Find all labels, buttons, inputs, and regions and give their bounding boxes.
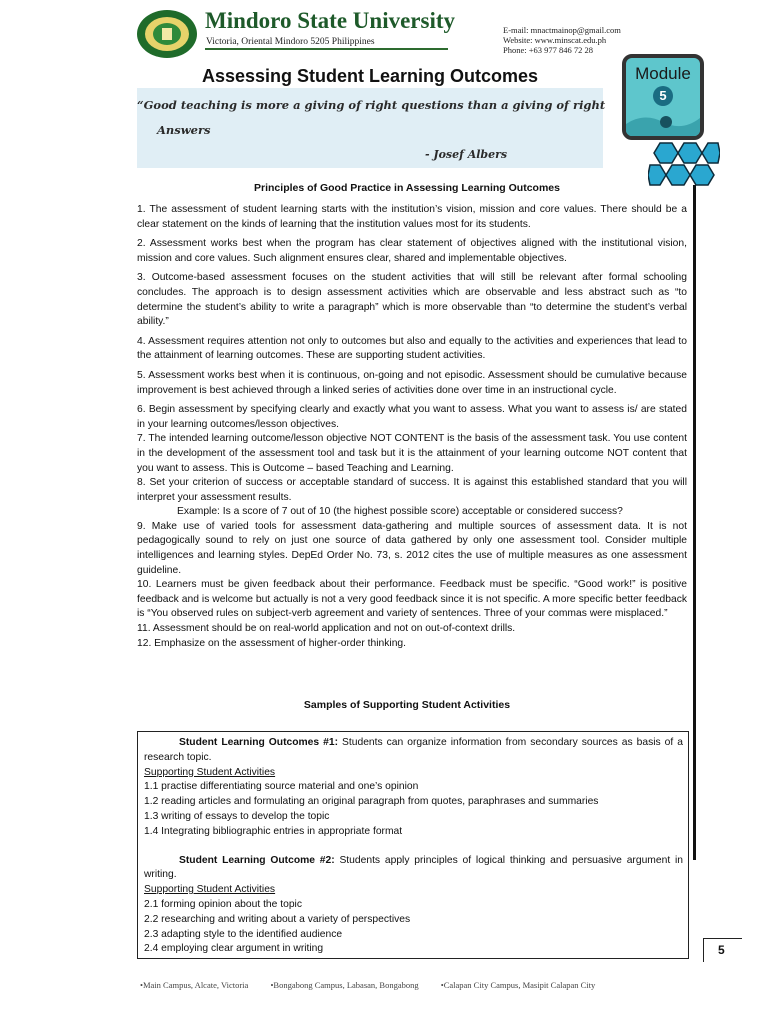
principle-item: 6. Begin assessment by specifying clearly and exactly what you want to assess. What you want to assess is/ are stated in your learning outcomes/lesson objectives.	[137, 404, 687, 430]
activity-item: 2.2 researching and writing about a variety of perspectives	[144, 913, 411, 925]
principles-heading: Principles of Good Practice in Assessing Learning Outcomes	[254, 182, 560, 194]
principle-item: 12. Emphasize on the assessment of higher-order thinking.	[137, 637, 407, 649]
outcome-1-activities-heading: Supporting Student Activities	[144, 766, 276, 778]
footer-campus-main: •Main Campus, Alcate, Victoria	[140, 980, 249, 990]
university-seal-logo	[135, 8, 199, 60]
principle-item: 8. Set your criterion of success or acceptable standard of success. It is against this established standard that you will interpret your assessment results.	[137, 477, 687, 503]
contact-info	[503, 25, 621, 55]
quote-line-2: Answers	[157, 123, 211, 137]
outcome-2-label: Student Learning Outcome #2:	[179, 854, 335, 866]
contact-phone: Phone: +63 977 846 72 28	[503, 45, 594, 55]
principle-item: 5. Assessment works best when it is continuous, on-going and not episodic. Assessment should be cumulative because improvement is best achieved through a linked series of activities done over time in an instructional cycle.	[137, 369, 687, 396]
footer-campus-bongabong: •Bongabong Campus, Labasan, Bongabong	[270, 980, 419, 990]
quote-author: - Josef Albers	[425, 148, 508, 161]
principle-item: 10. Learners must be given feedback about their performance. Feedback must be specific. “Good work!” is positive feedback and is welcome but actually is not a very good feedback since it is not specific. A more specific better feedback is “You observed rules on subject-verb agreement and variety of sentences. Three of your commas were misplaced.”	[137, 579, 687, 620]
activity-item: 1.4 Integrating bibliographic entries in appropriate format	[144, 825, 403, 837]
samples-heading: Samples of Supporting Student Activities	[303, 699, 511, 711]
activity-item: 1.1 practise differentiating source material and one’s opinion	[144, 781, 419, 793]
quote-line-1: “Good teaching is more a giving of right questions than a giving of right	[137, 98, 606, 112]
activity-item: 1.3 writing of essays to develop the topic	[144, 810, 330, 822]
outcome-2-activities-heading: Supporting Student Activities	[144, 884, 276, 896]
activity-item: 2.3 adapting style to the identified audience	[144, 928, 343, 940]
principles-list	[137, 203, 687, 651]
principle-item: 3. Outcome-based assessment focuses on the student activities that will still be relevant after formal schooling concludes. The approach is to design assessment activities which are observable and less abstract such as “to determine the student’s ability to write a paragraph” which is more observable than “to determine the student’s verbal ability.”	[137, 272, 687, 328]
outcome-1	[144, 736, 683, 766]
module-wave-decoration	[626, 104, 700, 138]
university-name: Mindoro State University	[205, 8, 456, 33]
footer-campuses	[140, 980, 700, 990]
outcome-1-text: Students can organize information from secondary sources as basis of a research topic.	[144, 737, 683, 763]
principle-item: 11. Assessment should be on real-world application and not on out-of-context drills.	[137, 623, 516, 635]
contact-website: Website: www.minscat.edu.ph	[503, 35, 607, 45]
activity-item: 1.2 reading articles and formulating an original paragraph from quotes, paraphrases and summaries	[144, 796, 599, 808]
module-number: 5	[653, 86, 673, 106]
principle-item: 2. Assessment works best when the program has clear statement of objectives aligned with the institutional vision, mission and core values. Such alignment ensures clear, shared and implementable objectives.	[137, 238, 687, 264]
university-address: Victoria, Oriental Mindoro 5205 Philippines	[206, 37, 375, 47]
page-number-box	[703, 938, 742, 962]
principle-item: 4. Assessment requires attention not only to outcomes but also and equally to the activities and experiences that lead to the attainment of learning outcomes. These are supporting student activities.	[137, 335, 687, 362]
module-badge	[622, 54, 704, 140]
principle-item: 7. The intended learning outcome/lesson objective NOT CONTENT is the basis of the assessment task. You use content in the development of the assessment tool and task but it is the attainment of your learning outcome NOT content that you want to assess. This is Outcome – based Teaching and Learning.	[137, 433, 687, 474]
outcome-2-text: Students apply principles of logical thinking and persuasive argument in writing.	[144, 854, 683, 881]
module-label: Module	[635, 64, 691, 83]
page-title: Assessing Student Learning Outcomes	[201, 66, 539, 86]
side-vertical-rule	[693, 185, 696, 860]
activity-item: 2.1 forming opinion about the topic	[144, 898, 302, 910]
activities-box	[137, 731, 689, 959]
principle-item: 1. The assessment of student learning starts with the institution’s vision, mission and core values. There should be a clear statement on the kinds of learning that the institution values most for its students.	[137, 204, 687, 230]
header-rule	[205, 48, 448, 50]
activity-item: 2.4 employing clear argument in writing	[144, 943, 324, 955]
contact-email: E-mail: mnactmainop@gmail.com	[503, 25, 621, 35]
principle-item: 9. Make use of varied tools for assessment data-gathering and multiple sources of assessment data. It is not pedagogically sound to rely on just one source of data gathered by only one assessment tool. Consider multiple intelligences and learning styles. DepEd Order No. 73, s. 2012 cites the use of multiple measures as one assessment guideline.	[137, 520, 687, 576]
footer-campus-calapan: •Calapan City Campus, Masipit Calapan City	[440, 980, 596, 990]
principle-example: Example: Is a score of 7 out of 10 (the highest possible score) acceptable or considered success?	[177, 506, 623, 518]
outcome-1-label: Student Learning Outcomes #1:	[179, 737, 339, 748]
outcome-2	[144, 854, 683, 884]
page-number: 5	[718, 943, 725, 957]
